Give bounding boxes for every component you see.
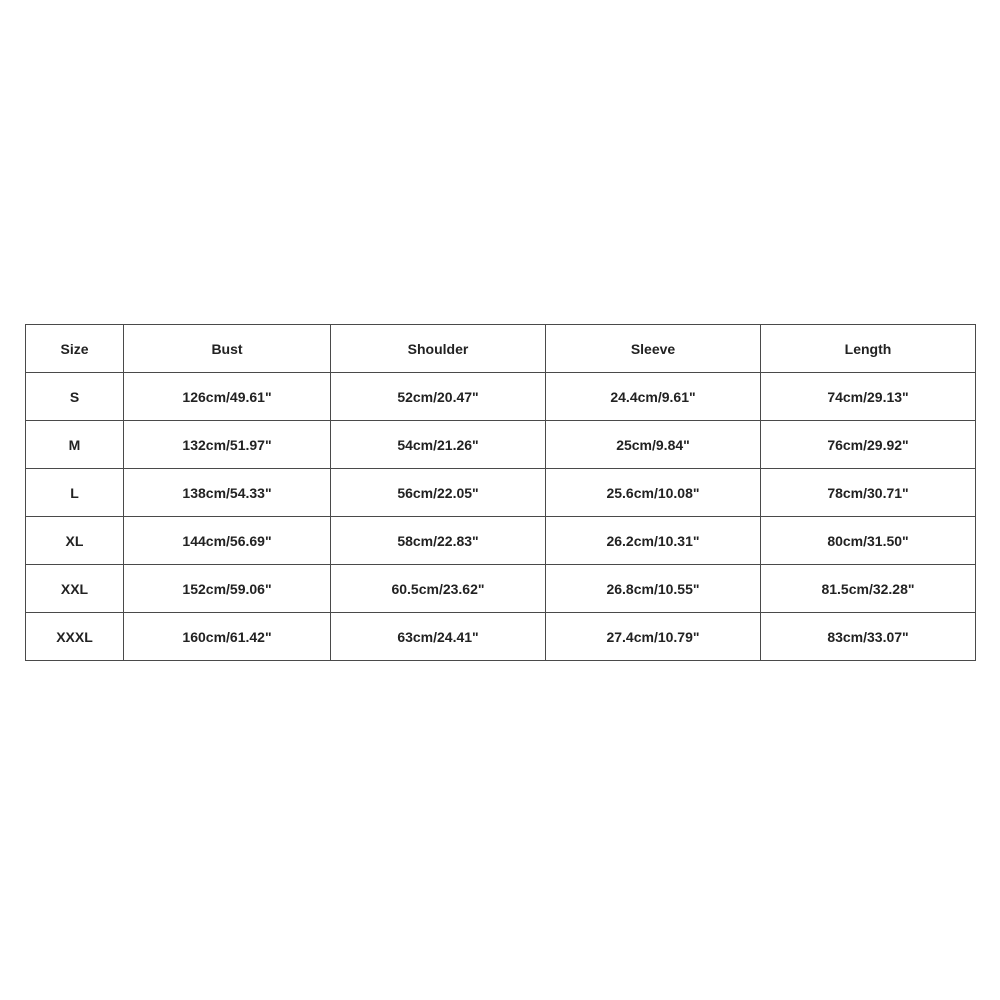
cell-shoulder: 56cm/22.05"	[331, 469, 546, 517]
cell-length: 74cm/29.13"	[761, 373, 976, 421]
table-row	[26, 565, 976, 613]
cell-sleeve: 24.4cm/9.61"	[546, 373, 761, 421]
cell-length: 83cm/33.07"	[761, 613, 976, 661]
header-shoulder: Shoulder	[331, 325, 546, 373]
cell-length: 78cm/30.71"	[761, 469, 976, 517]
cell-sleeve: 27.4cm/10.79"	[546, 613, 761, 661]
cell-length: 81.5cm/32.28"	[761, 565, 976, 613]
size-chart-table	[25, 324, 976, 661]
cell-sleeve: 25cm/9.84"	[546, 421, 761, 469]
cell-shoulder: 58cm/22.83"	[331, 517, 546, 565]
cell-shoulder: 52cm/20.47"	[331, 373, 546, 421]
table-header-row	[26, 325, 976, 373]
header-length: Length	[761, 325, 976, 373]
header-sleeve: Sleeve	[546, 325, 761, 373]
header-bust: Bust	[124, 325, 331, 373]
table-row	[26, 421, 976, 469]
cell-shoulder: 63cm/24.41"	[331, 613, 546, 661]
cell-sleeve: 25.6cm/10.08"	[546, 469, 761, 517]
cell-shoulder: 54cm/21.26"	[331, 421, 546, 469]
cell-length: 76cm/29.92"	[761, 421, 976, 469]
cell-size: S	[26, 373, 124, 421]
cell-bust: 144cm/56.69"	[124, 517, 331, 565]
cell-bust: 160cm/61.42"	[124, 613, 331, 661]
cell-length: 80cm/31.50"	[761, 517, 976, 565]
cell-size: XXL	[26, 565, 124, 613]
cell-size: M	[26, 421, 124, 469]
table-row	[26, 613, 976, 661]
cell-size: L	[26, 469, 124, 517]
header-size: Size	[26, 325, 124, 373]
table-row	[26, 517, 976, 565]
cell-bust: 132cm/51.97"	[124, 421, 331, 469]
table-row	[26, 373, 976, 421]
cell-bust: 126cm/49.61"	[124, 373, 331, 421]
cell-sleeve: 26.8cm/10.55"	[546, 565, 761, 613]
cell-size: XXXL	[26, 613, 124, 661]
cell-size: XL	[26, 517, 124, 565]
cell-sleeve: 26.2cm/10.31"	[546, 517, 761, 565]
cell-bust: 152cm/59.06"	[124, 565, 331, 613]
table-row	[26, 469, 976, 517]
cell-shoulder: 60.5cm/23.62"	[331, 565, 546, 613]
cell-bust: 138cm/54.33"	[124, 469, 331, 517]
